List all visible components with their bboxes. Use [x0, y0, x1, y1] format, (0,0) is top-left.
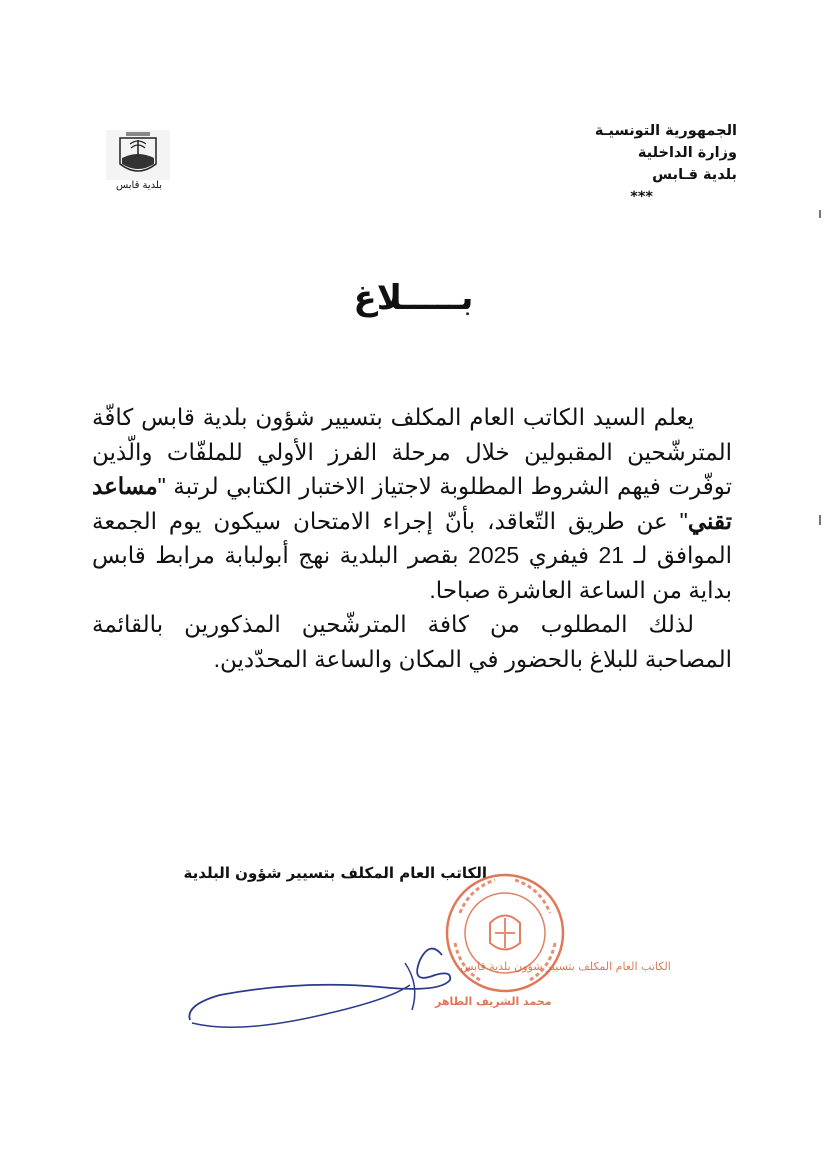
- paragraph-2: لذلك المطلوب من كافة المترشّحين المذكورين بالقائمة المصاحبة للبلاغ بالحضور في المكان والساعة المحدّدين.: [92, 611, 732, 672]
- paragraph-1: يعلم السيد الكاتب العام المكلف بتسيير شؤون بلدية قابس كافّة المترشّحين المقبولين خلال مرحلة الفرز الأولي للملفّات والّذين توفّرت فيهم الشروط المطلوبة لاجتياز الاختبار الكتابي لرتبة "مساعد تقني" عن طريق التّعاقد، بأنّ إجراء الامتحان سيكون يوم الجمعة الموافق لـ 21 فيفري 2025 بقصر البلدية نهج أبولبابة مرابط قابس بداية من الساعة العاشرة صباحا.: [92, 404, 732, 603]
- scan-edge-mark: [819, 515, 821, 525]
- municipality-name: بلدية قـابس: [652, 167, 737, 183]
- ministry-name: وزارة الداخلية: [637, 145, 737, 161]
- rank-name: مساعد تقني: [92, 473, 732, 534]
- signatory-title: الكاتب العام المكلف بتسيير شؤون البلدية: [183, 864, 487, 882]
- announcement-body: [92, 400, 732, 676]
- stamp-line-2: محمد الشريف الطاهر: [435, 995, 552, 1008]
- scan-edge-mark: [819, 210, 821, 218]
- logo-caption: بلدية قابس: [115, 180, 163, 191]
- header-stars: ***: [630, 189, 653, 205]
- letterhead: [477, 120, 737, 208]
- handwritten-signature-icon: [180, 925, 671, 1045]
- stamp-line-1: الكاتب العام المكلف بتسيير شؤون بلدية قابس: [460, 960, 671, 973]
- announcement-title: بـــــلاغ: [353, 278, 474, 318]
- country-name: الجمهورية التونسيـة: [594, 123, 737, 139]
